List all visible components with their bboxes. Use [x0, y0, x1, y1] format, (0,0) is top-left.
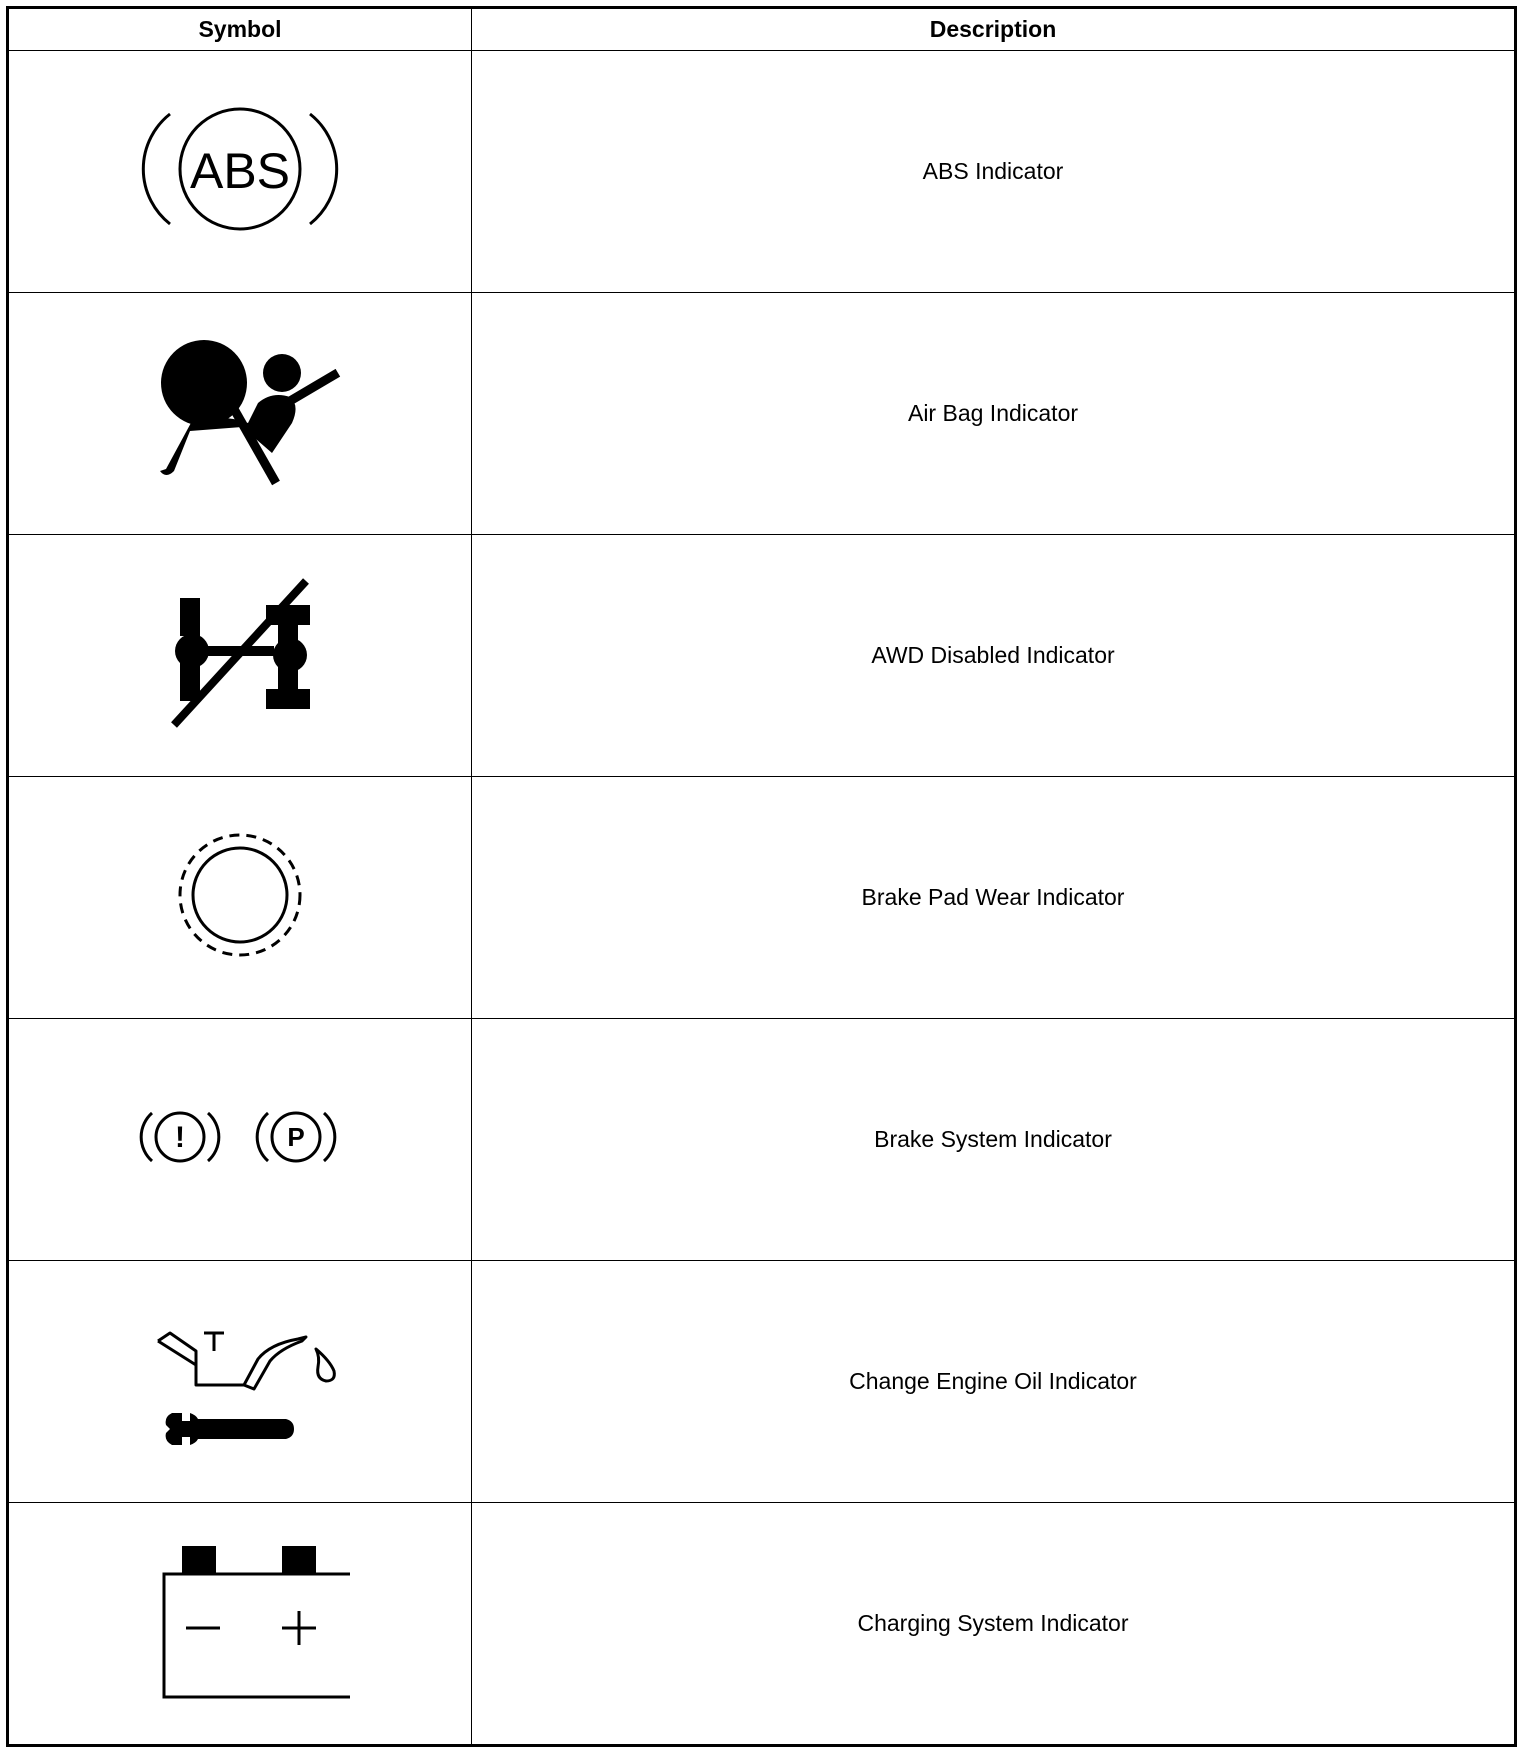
- charging-system-icon: [130, 1531, 350, 1711]
- table-row: [8, 1019, 1516, 1261]
- table-row: [8, 51, 1516, 293]
- symbol-cell: [8, 777, 472, 1019]
- table-row: [8, 535, 1516, 777]
- table-row: [8, 293, 1516, 535]
- symbol-cell: [8, 293, 472, 535]
- abs-icon: [130, 79, 350, 259]
- description-cell: [472, 777, 1516, 1019]
- description-text: AWD Disabled Indicator: [871, 642, 1115, 668]
- awd-disabled-icon: [130, 563, 350, 743]
- symbol-cell: [8, 1019, 472, 1261]
- description-cell: [472, 51, 1516, 293]
- table-header-row: [8, 8, 1516, 51]
- symbol-cell: [8, 535, 472, 777]
- table-row: [8, 1261, 1516, 1503]
- table-row: [8, 1503, 1516, 1746]
- air-bag-icon: [130, 321, 350, 501]
- description-text: Air Bag Indicator: [907, 400, 1079, 426]
- symbol-cell: [8, 51, 472, 293]
- description-cell: [472, 1019, 1516, 1261]
- description-column-header: Description: [472, 8, 1516, 51]
- brake-park-text: P: [287, 1122, 305, 1152]
- symbol-cell: [8, 1503, 472, 1746]
- description-cell: [472, 1261, 1516, 1503]
- indicator-table: [6, 6, 1517, 1747]
- symbol-cell: [8, 1261, 472, 1503]
- description-cell: [472, 293, 1516, 535]
- brake-pad-wear-icon: [130, 805, 350, 985]
- description-text: Charging System Indicator: [857, 1610, 1129, 1636]
- description-text: ABS Indicator: [922, 158, 1064, 184]
- description-text: Brake Pad Wear Indicator: [861, 884, 1125, 910]
- brake-warning-text: !: [175, 1121, 185, 1154]
- brake-system-icon: [130, 1047, 350, 1227]
- abs-icon-text: ABS: [189, 143, 291, 199]
- description-text: Brake System Indicator: [874, 1126, 1112, 1152]
- description-text: Change Engine Oil Indicator: [849, 1368, 1137, 1394]
- description-cell: [472, 535, 1516, 777]
- symbol-column-header: Symbol: [8, 8, 472, 51]
- table-row: [8, 777, 1516, 1019]
- change-engine-oil-icon: [130, 1289, 350, 1469]
- description-cell: [472, 1503, 1516, 1746]
